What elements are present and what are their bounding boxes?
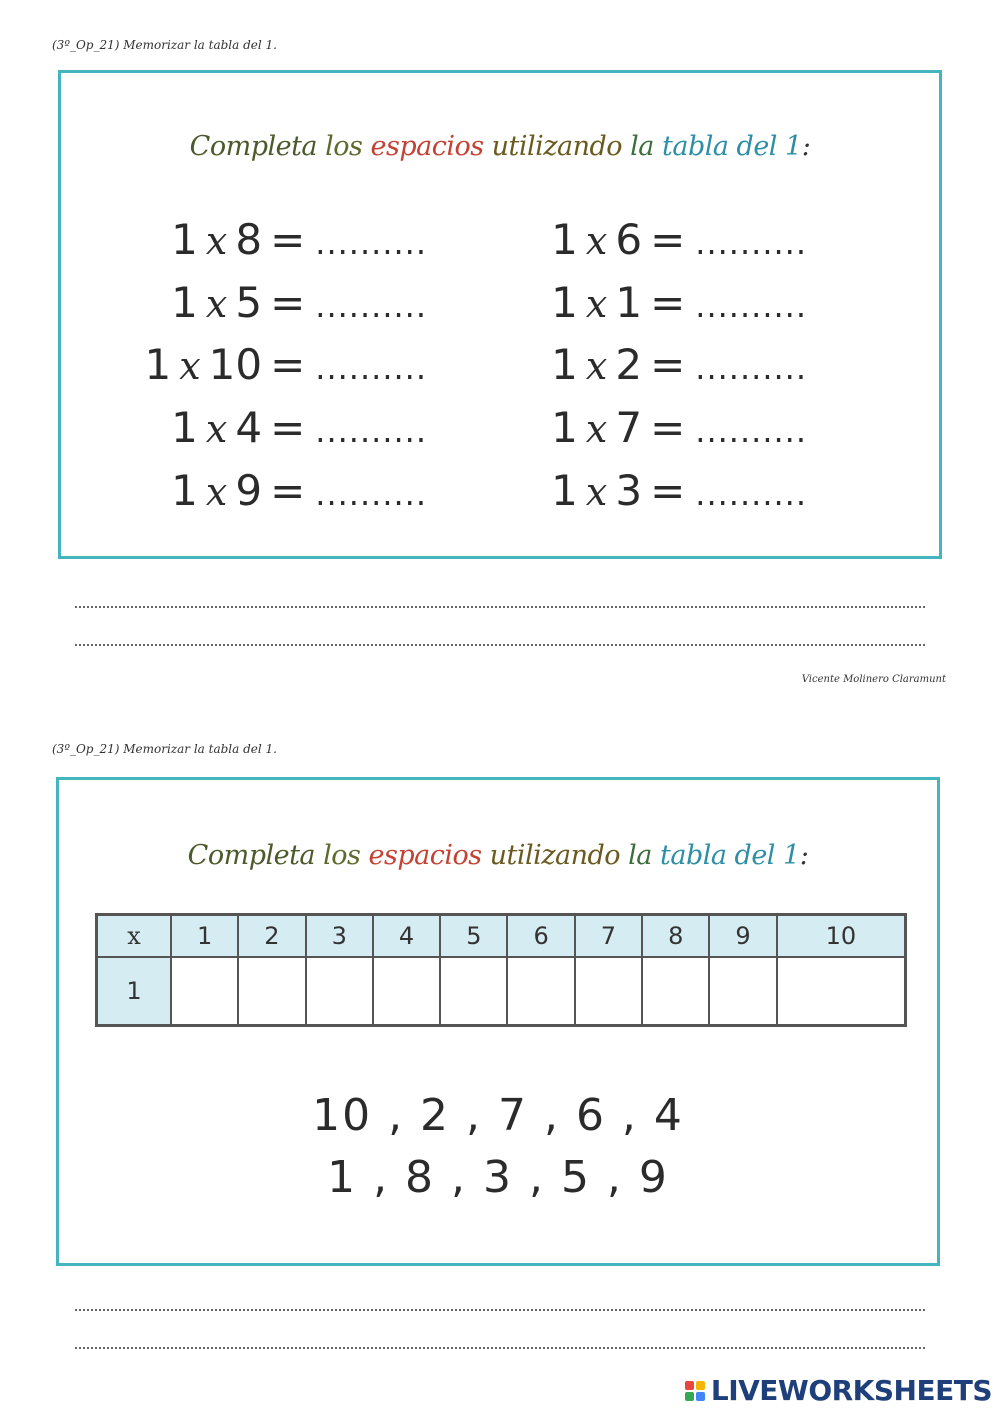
grid-column-header: 10 — [777, 915, 906, 958]
instruction-word: utilizando — [491, 131, 623, 162]
instruction-word: Completa — [189, 131, 318, 162]
times-symbol: x — [585, 407, 608, 451]
answer-line[interactable] — [75, 1347, 925, 1349]
equals-sign: = — [270, 278, 306, 327]
factor-a: 1 — [551, 215, 578, 264]
factor-a: 1 — [551, 466, 578, 515]
answer-line[interactable] — [75, 606, 925, 608]
times-symbol: x — [585, 470, 608, 514]
logo-icon — [685, 1381, 705, 1401]
equals-sign: = — [650, 403, 686, 452]
instruction-title — [59, 840, 937, 871]
times-symbol: x — [585, 282, 608, 326]
times-symbol: x — [205, 407, 228, 451]
factor-b: 4 — [235, 403, 263, 452]
factor-b: 5 — [235, 278, 263, 327]
factor-a: 1 — [171, 215, 198, 264]
factor-b: 10 — [208, 340, 263, 389]
factor-a: 1 — [171, 278, 198, 327]
equals-sign: = — [650, 340, 686, 389]
instruction-word: la — [630, 131, 654, 162]
grid-row-label: 1 — [97, 957, 172, 1026]
grid-column-header: 4 — [373, 915, 440, 958]
factor-a: 1 — [171, 403, 198, 452]
answer-blank[interactable]: .......... — [695, 287, 807, 325]
instruction-word: la — [628, 840, 652, 871]
grid-answer-cell[interactable] — [373, 957, 440, 1026]
instruction-word: tabla del 1 — [662, 131, 802, 162]
times-symbol: x — [585, 344, 608, 388]
answer-blank[interactable]: .......... — [695, 224, 807, 262]
logo-square — [696, 1381, 705, 1390]
factor-b: 8 — [235, 215, 263, 264]
grid-column-header: 3 — [306, 915, 373, 958]
multiplication-item — [551, 278, 807, 327]
factor-b: 2 — [615, 340, 643, 389]
multiplication-item — [171, 278, 427, 327]
logo-square — [685, 1392, 694, 1401]
answer-blank[interactable]: .......... — [315, 475, 427, 513]
grid-answer-cell[interactable] — [507, 957, 574, 1026]
factor-a: 1 — [551, 340, 578, 389]
factor-a: 1 — [551, 278, 578, 327]
factor-a: 1 — [144, 340, 172, 389]
times-symbol: x — [205, 470, 228, 514]
grid-answer-cell[interactable] — [238, 957, 305, 1026]
grid-answer-cell[interactable] — [709, 957, 776, 1026]
answer-blank[interactable]: .......... — [695, 475, 807, 513]
grid-column-header: 8 — [642, 915, 709, 958]
equals-sign: = — [270, 403, 306, 452]
instruction-word: utilizando — [489, 840, 621, 871]
instruction-word: tabla del 1 — [660, 840, 800, 871]
grid-header-row — [97, 915, 906, 958]
equals-sign: = — [270, 340, 306, 389]
factor-b: 7 — [615, 403, 643, 452]
logo-text: LIVEWORKSHEETS — [710, 1374, 992, 1407]
exercise-frame — [58, 70, 942, 559]
grid-column-header: 6 — [507, 915, 574, 958]
answer-blank[interactable]: .......... — [695, 349, 807, 387]
instruction-word: Completa — [187, 840, 316, 871]
instruction-title — [61, 131, 939, 162]
exercise-frame — [56, 777, 940, 1266]
grid-answer-cell[interactable] — [575, 957, 642, 1026]
multiplication-item — [551, 466, 807, 515]
instruction-word: espacios — [368, 840, 482, 871]
logo-square — [696, 1392, 705, 1401]
multiplication-item — [144, 340, 427, 389]
grid-column-header: 5 — [440, 915, 507, 958]
instruction-word: espacios — [370, 131, 484, 162]
factor-b: 3 — [615, 466, 643, 515]
liveworksheets-logo — [685, 1374, 992, 1407]
grid-column-header: 9 — [709, 915, 776, 958]
grid-answer-cell[interactable] — [777, 957, 906, 1026]
multiplication-item — [171, 466, 427, 515]
times-symbol: x — [205, 282, 228, 326]
multiplication-item — [171, 403, 427, 452]
instruction-word: los — [325, 131, 363, 162]
equals-sign: = — [650, 466, 686, 515]
answer-bank-line: 1 , 8 , 3 , 5 , 9 — [327, 1152, 669, 1203]
grid-answer-row — [97, 957, 906, 1026]
header-note: (3º_Op_21) Memorizar la tabla del 1. — [52, 38, 277, 52]
grid-answer-cell[interactable] — [306, 957, 373, 1026]
equals-sign: = — [650, 278, 686, 327]
grid-column-header: 7 — [575, 915, 642, 958]
answer-line[interactable] — [75, 1309, 925, 1311]
factor-b: 1 — [615, 278, 643, 327]
multiplication-item — [551, 403, 807, 452]
factor-a: 1 — [551, 403, 578, 452]
multiplication-item — [551, 215, 807, 264]
equals-sign: = — [270, 466, 306, 515]
factor-a: 1 — [171, 466, 198, 515]
logo-square — [685, 1381, 694, 1390]
grid-answer-cell[interactable] — [171, 957, 238, 1026]
answer-blank[interactable]: .......... — [315, 349, 427, 387]
times-symbol: x — [179, 344, 201, 388]
grid-column-header: 2 — [238, 915, 305, 958]
multiplication-item — [551, 340, 807, 389]
header-note: (3º_Op_21) Memorizar la tabla del 1. — [52, 742, 277, 756]
answer-blank[interactable]: .......... — [315, 224, 427, 262]
instruction-word: : — [799, 840, 809, 871]
answer-bank-line: 10 , 2 , 7 , 6 , 4 — [312, 1090, 684, 1141]
grid-answer-cell[interactable] — [642, 957, 709, 1026]
times-symbol: x — [585, 219, 608, 263]
grid-answer-cell[interactable] — [440, 957, 507, 1026]
multiplication-grid — [95, 913, 907, 1027]
grid-corner-cell: x — [97, 915, 172, 958]
times-symbol: x — [205, 219, 228, 263]
multiplication-item — [171, 215, 427, 264]
answer-line[interactable] — [75, 644, 925, 646]
author-signature: Vicente Molinero Claramunt — [801, 674, 946, 685]
answer-blank[interactable]: .......... — [695, 412, 807, 450]
answer-blank[interactable]: .......... — [315, 412, 427, 450]
instruction-word: : — [801, 131, 811, 162]
answer-blank[interactable]: .......... — [315, 287, 427, 325]
instruction-word: los — [323, 840, 361, 871]
equals-sign: = — [650, 215, 686, 264]
factor-b: 6 — [615, 215, 643, 264]
grid-column-header: 1 — [171, 915, 238, 958]
equals-sign: = — [270, 215, 306, 264]
factor-b: 9 — [235, 466, 263, 515]
